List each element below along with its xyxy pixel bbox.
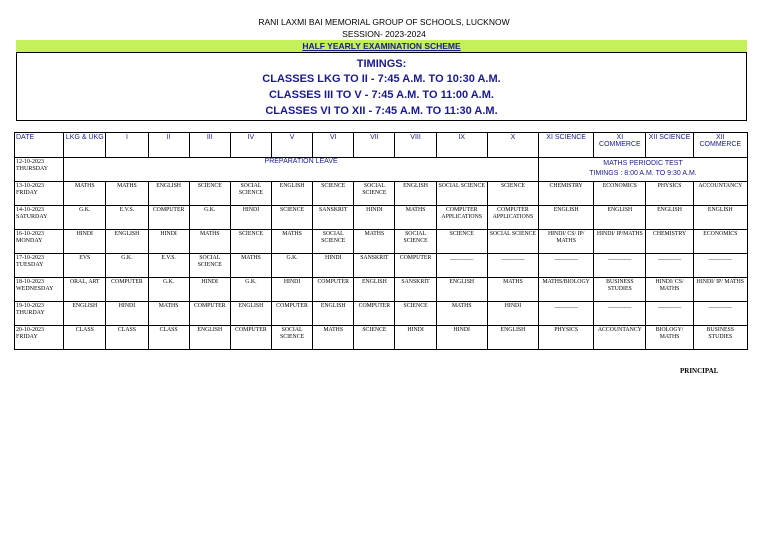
- subject-cell: G.K.: [230, 278, 271, 302]
- subject-cell: SCIENCE: [189, 182, 230, 206]
- col-header: LKG & UKG: [64, 133, 106, 158]
- subject-cell: MATHS: [395, 206, 436, 230]
- subject-cell: MATHS/BIOLOGY: [539, 278, 594, 302]
- subject-cell: COMPUTER: [395, 254, 436, 278]
- subject-cell: ECONOMICS: [693, 230, 747, 254]
- subject-cell: HINDI/ CS/ IP/ MATHS: [539, 230, 594, 254]
- subject-cell: MATHS: [436, 302, 487, 326]
- subject-cell: SCIENCE: [230, 230, 271, 254]
- subject-cell: ENGLISH: [594, 206, 646, 230]
- subject-cell: CLASS: [106, 326, 148, 350]
- subject-cell: COMPUTER: [313, 278, 354, 302]
- timing-line: CLASSES LKG TO II - 7:45 A.M. TO 10:30 A.M.: [262, 73, 501, 85]
- subject-cell: ORAL, ART: [64, 278, 106, 302]
- date-cell: 17-10-2023 TUESDAY: [15, 254, 64, 278]
- scheme-banner: [16, 40, 747, 52]
- subject-cell: ________: [693, 302, 747, 326]
- subject-cell: MATHS: [106, 182, 148, 206]
- header-row: [15, 133, 748, 158]
- periodic-test-cell: [539, 158, 748, 182]
- subject-cell: HINDI: [395, 326, 436, 350]
- subject-cell: COMPUTER APPLICATIONS: [436, 206, 487, 230]
- date-cell: 13-10-2023 FRIDAY: [15, 182, 64, 206]
- col-header: IX: [436, 133, 487, 158]
- table-row: [15, 206, 748, 230]
- table-row: [15, 158, 748, 182]
- subject-cell: COMPUTER: [106, 278, 148, 302]
- subject-cell: CLASS: [64, 326, 106, 350]
- date-cell: 14-10-2023 SATURDAY: [15, 206, 64, 230]
- timing-line: CLASSES VI TO XII - 7:45 A.M. TO 11:30 A.M.: [265, 105, 498, 117]
- subject-cell: ENGLISH: [272, 182, 313, 206]
- col-header: XI COMMERCE: [594, 133, 646, 158]
- subject-cell: PHYSICS: [539, 326, 594, 350]
- col-header: XII SCIENCE: [646, 133, 693, 158]
- subject-cell: HINDI: [272, 278, 313, 302]
- subject-cell: MATHS: [487, 278, 538, 302]
- subject-cell: G.K.: [64, 206, 106, 230]
- subject-cell: SCIENCE: [395, 302, 436, 326]
- subject-cell: COMPUTER: [272, 302, 313, 326]
- subject-cell: ENGLISH: [230, 302, 271, 326]
- subject-cell: EVS: [64, 254, 106, 278]
- subject-cell: ENGLISH: [693, 206, 747, 230]
- subject-cell: G.K.: [272, 254, 313, 278]
- table-row: [15, 326, 748, 350]
- col-header: VII: [354, 133, 395, 158]
- col-header: XI SCIENCE: [539, 133, 594, 158]
- subject-cell: BUSINESS STUDIES: [594, 278, 646, 302]
- subject-cell: ________: [539, 302, 594, 326]
- subject-cell: MATHS: [313, 326, 354, 350]
- subject-cell: ________: [646, 254, 693, 278]
- subject-cell: ECONOMICS: [594, 182, 646, 206]
- subject-cell: HINDI: [354, 206, 395, 230]
- col-header: III: [189, 133, 230, 158]
- timings-title: TIMINGS:: [356, 58, 407, 70]
- subject-cell: ENGLISH: [395, 182, 436, 206]
- subject-cell: COMPUTER: [189, 302, 230, 326]
- subject-cell: MATHS: [354, 230, 395, 254]
- subject-cell: COMPUTER: [148, 206, 189, 230]
- table-row: [15, 254, 748, 278]
- subject-cell: SCIENCE: [487, 182, 538, 206]
- subject-cell: HINDI: [230, 206, 271, 230]
- subject-cell: MATHS: [148, 302, 189, 326]
- exam-schedule-table: [14, 132, 748, 350]
- subject-cell: HINDI/ CS/ MATHS: [646, 278, 693, 302]
- subject-cell: HINDI: [313, 254, 354, 278]
- subject-cell: ENGLISH: [646, 206, 693, 230]
- subject-cell: SOCIAL SCIENCE: [230, 182, 271, 206]
- subject-cell: HINDI: [64, 230, 106, 254]
- subject-cell: G.K.: [106, 254, 148, 278]
- preparation-leave-cell: PREPARATION LEAVE: [64, 158, 539, 182]
- subject-cell: ________: [487, 254, 538, 278]
- subject-cell: CLASS: [148, 326, 189, 350]
- subject-cell: ENGLISH: [148, 182, 189, 206]
- subject-cell: E.V.S.: [106, 206, 148, 230]
- subject-cell: HINDI: [189, 278, 230, 302]
- col-header: DATE: [15, 133, 64, 158]
- subject-cell: ENGLISH: [354, 278, 395, 302]
- date-cell: 18-10-2023 WEDNESDAY: [15, 278, 64, 302]
- subject-cell: SOCIAL SCIENCE: [272, 326, 313, 350]
- subject-cell: SCIENCE: [354, 326, 395, 350]
- subject-cell: ENGLISH: [64, 302, 106, 326]
- scheme-title: HALF YEARLY EXAMINATION SCHEME: [302, 41, 461, 51]
- subject-cell: ENGLISH: [539, 206, 594, 230]
- subject-cell: COMPUTER: [354, 302, 395, 326]
- subject-cell: ________: [436, 254, 487, 278]
- date-cell: 12-10-2023 THURSDAY: [15, 158, 64, 182]
- subject-cell: HINDI: [436, 326, 487, 350]
- table-row: [15, 182, 748, 206]
- subject-cell: CHEMISTRY: [646, 230, 693, 254]
- subject-cell: SCIENCE: [436, 230, 487, 254]
- col-header: I: [106, 133, 148, 158]
- subject-cell: SANSKRIT: [395, 278, 436, 302]
- subject-cell: ________: [646, 302, 693, 326]
- col-header: II: [148, 133, 189, 158]
- subject-cell: HINDI/ IP/ MATHS: [693, 278, 747, 302]
- school-name: RANI LAXMI BAI MEMORIAL GROUP OF SCHOOLS, LUCKNOW: [258, 17, 510, 27]
- subject-cell: ENGLISH: [189, 326, 230, 350]
- subject-cell: ________: [594, 302, 646, 326]
- subject-cell: ACCOUNTANCY: [594, 326, 646, 350]
- subject-cell: ACCOUNTANCY: [693, 182, 747, 206]
- subject-cell: MATHS: [64, 182, 106, 206]
- subject-cell: HINDI: [106, 302, 148, 326]
- subject-cell: SOCIAL SCIENCE: [189, 254, 230, 278]
- col-header: IV: [230, 133, 271, 158]
- principal-signature: PRINCIPAL: [680, 367, 719, 375]
- subject-cell: SOCIAL SCIENCE: [313, 230, 354, 254]
- subject-cell: ENGLISH: [436, 278, 487, 302]
- subject-cell: MATHS: [272, 230, 313, 254]
- subject-cell: ________: [693, 254, 747, 278]
- periodic-test-title: MATHS PERIODIC TEST: [603, 160, 683, 167]
- subject-cell: ENGLISH: [487, 326, 538, 350]
- subject-cell: G.K.: [148, 278, 189, 302]
- subject-cell: COMPUTER: [230, 326, 271, 350]
- subject-cell: G.K.: [189, 206, 230, 230]
- subject-cell: HINDI/ IP/MATHS: [594, 230, 646, 254]
- subject-cell: MATHS: [189, 230, 230, 254]
- subject-cell: MATHS: [230, 254, 271, 278]
- col-header: VIII: [395, 133, 436, 158]
- subject-cell: PHYSICS: [646, 182, 693, 206]
- session-label: SESSION- 2023-2024: [342, 29, 426, 39]
- periodic-test-time: TIMINGS : 8:00 A.M. TO 9:30 A.M.: [589, 170, 697, 177]
- table-row: [15, 302, 748, 326]
- table-row: [15, 278, 748, 302]
- timing-line: CLASSES III TO V - 7:45 A.M. TO 11:00 A.M.: [269, 89, 494, 101]
- date-cell: 19-10-2023 THURDAY: [15, 302, 64, 326]
- subject-cell: BUSINESS STUDIES: [693, 326, 747, 350]
- subject-cell: CHEMISTRY: [539, 182, 594, 206]
- col-header: X: [487, 133, 538, 158]
- date-cell: 16-10-2023 MONDAY: [15, 230, 64, 254]
- subject-cell: SANSKRIT: [354, 254, 395, 278]
- subject-cell: SANSKRIT: [313, 206, 354, 230]
- subject-cell: BIOLOGY/ MATHS: [646, 326, 693, 350]
- subject-cell: SOCIAL SCIENCE: [436, 182, 487, 206]
- subject-cell: SOCIAL SCIENCE: [354, 182, 395, 206]
- subject-cell: ENGLISH: [106, 230, 148, 254]
- col-header: V: [272, 133, 313, 158]
- subject-cell: ________: [594, 254, 646, 278]
- date-cell: 20-10-2023 FRIDAY: [15, 326, 64, 350]
- table-row: [15, 230, 748, 254]
- subject-cell: HINDI: [487, 302, 538, 326]
- subject-cell: SCIENCE: [272, 206, 313, 230]
- timings-box: [16, 52, 747, 121]
- subject-cell: E.V.S.: [148, 254, 189, 278]
- col-header: XII COMMERCE: [693, 133, 747, 158]
- subject-cell: ________: [539, 254, 594, 278]
- subject-cell: HINDI: [148, 230, 189, 254]
- subject-cell: COMPUTER APPLICATIONS: [487, 206, 538, 230]
- subject-cell: ENGLISH: [313, 302, 354, 326]
- subject-cell: SOCIAL SCIENCE: [395, 230, 436, 254]
- col-header: VI: [313, 133, 354, 158]
- subject-cell: SCIENCE: [313, 182, 354, 206]
- subject-cell: SOCIAL SCIENCE: [487, 230, 538, 254]
